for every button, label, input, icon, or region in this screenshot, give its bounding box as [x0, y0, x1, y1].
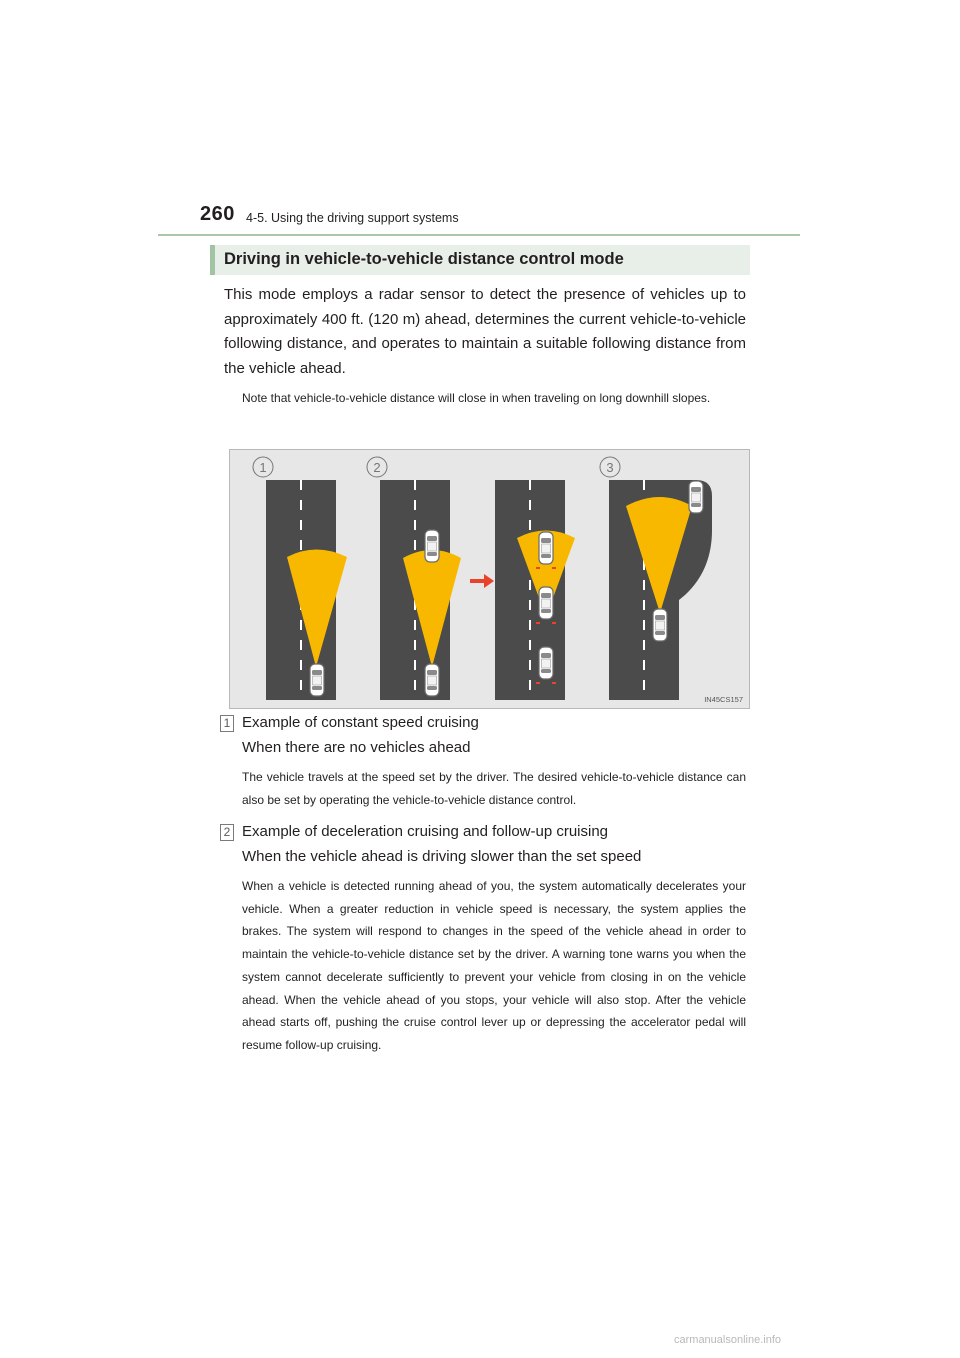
section-heading	[210, 245, 750, 275]
item-title: Example of constant speed cruising	[242, 714, 479, 731]
item-subtitle: When the vehicle ahead is driving slower than the set speed	[242, 848, 642, 865]
car-icon	[539, 587, 553, 619]
page-number: 260	[200, 203, 235, 225]
item-description: When a vehicle is detected running ahead of you, the system automatically decelerates your vehicle. When a greater reduction in vehicle speed is necessary, the system applies the brakes. The system will respond to changes in the speed of the vehicle ahead in order to maintain the vehicle-to-vehicle distance set by the driver. A warning tone warns you when the system cannot decelerate sufficiently to prevent your vehicle from closing in on the vehicle ahead. When the vehicle ahead of you stops, your vehicle will also stop. After the vehicle ahead starts off, pushing the cruise control lever up or depressing the accelerator pedal will resume follow-up cruising.	[242, 879, 746, 1052]
car-icon	[310, 664, 324, 696]
panel-3	[609, 480, 712, 700]
radar-diagram	[230, 450, 749, 708]
car-icon	[653, 609, 667, 641]
intro-paragraph: This mode employs a radar sensor to detect the presence of vehicles up to approximately 400 ft. (120 m) ahead, determines the current vehicle-to-vehicle following distance, and operates to maintain a suitable following distance from the vehicle ahead.	[224, 286, 746, 377]
arrow-right-icon	[470, 574, 494, 588]
watermark: carmanualsonline.info	[674, 1334, 782, 1346]
header-rule	[158, 234, 800, 236]
panel-2b	[495, 480, 575, 700]
item-title: Example of deceleration cruising and follow-up cruising	[242, 823, 609, 840]
figure-label-2: 2	[373, 460, 381, 475]
radar-illustration	[229, 449, 750, 709]
section-title: Driving in vehicle-to-vehicle distance control mode	[224, 250, 624, 268]
note-paragraph: Note that vehicle-to-vehicle distance will close in when traveling on long downhill slopes.	[242, 391, 711, 405]
chapter-title: 4-5. Using the driving support systems	[246, 211, 459, 225]
item-description: The vehicle travels at the speed set by the driver. The desired vehicle-to-vehicle distance can also be set by operating the vehicle-to-vehicle distance control.	[242, 770, 746, 807]
item-number-badge: 2	[220, 824, 234, 841]
car-icon	[425, 664, 439, 696]
figure-code: IN45CS157	[704, 695, 743, 704]
figure-label-1: 1	[259, 460, 267, 475]
car-icon	[425, 530, 439, 562]
item-subtitle: When there are no vehicles ahead	[242, 739, 471, 756]
car-icon	[689, 481, 703, 513]
item-number-badge: 1	[220, 715, 234, 732]
figure-label-3: 3	[606, 460, 614, 475]
panel-2	[380, 480, 461, 700]
car-icon	[539, 532, 553, 564]
car-icon	[539, 647, 553, 679]
panel-1	[266, 480, 347, 700]
